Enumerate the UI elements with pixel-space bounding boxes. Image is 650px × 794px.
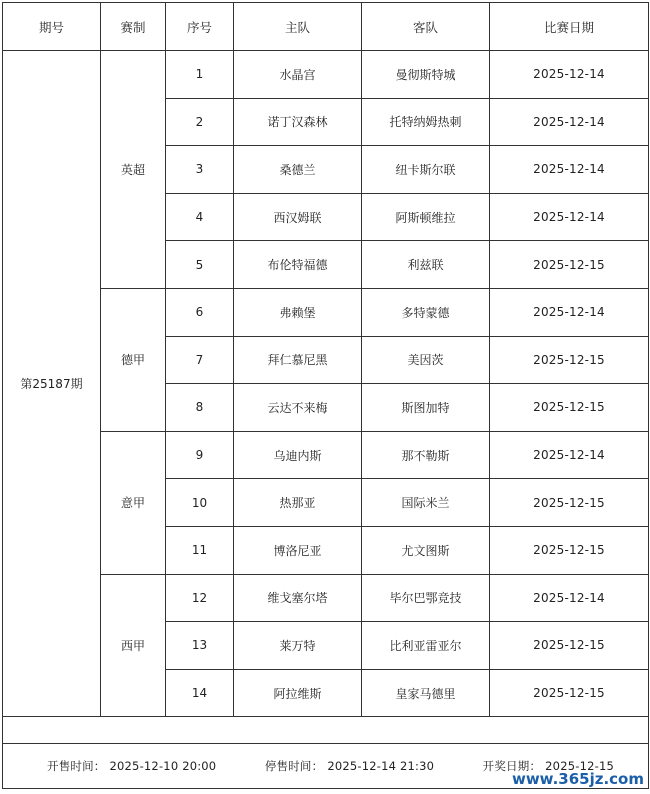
sale-start-label: 开售时间： [47,759,106,774]
draw-date-value: 2025-12-15 [545,759,614,774]
seq-cell: 7 [166,336,234,384]
away-team-cell: 利兹联 [362,241,490,289]
seq-cell: 12 [166,574,234,622]
home-team-cell: 弗赖堡 [234,288,362,336]
match-date-cell: 2025-12-14 [490,51,649,99]
seq-cell: 4 [166,193,234,241]
league-cell: 英超 [101,51,166,289]
home-team-cell: 莱万特 [234,622,362,670]
draw-date-label: 开奖日期： [482,759,542,774]
header-away: 客队 [362,3,490,51]
sale-stop [265,758,434,774]
match-date-cell: 2025-12-15 [490,336,649,384]
sale-start-value: 2025-12-10 20:00 [109,759,217,774]
match-schedule-table [2,2,649,789]
match-date-cell: 2025-12-14 [490,574,649,622]
header-row [3,3,649,51]
match-date-cell: 2025-12-14 [490,431,649,479]
match-date-cell: 2025-12-15 [490,479,649,527]
seq-cell: 1 [166,51,234,99]
sale-stop-value: 2025-12-14 21:30 [327,759,435,774]
table-row [3,51,649,99]
home-team-cell: 维戈塞尔塔 [234,574,362,622]
match-body [3,51,649,717]
seq-cell: 14 [166,669,234,717]
home-team-cell: 博洛尼亚 [234,526,362,574]
seq-cell: 8 [166,384,234,432]
seq-cell: 3 [166,146,234,194]
period-cell: 第25187期 [3,51,101,717]
header-seq: 序号 [166,3,234,51]
site-watermark: www.365jz.com [511,770,644,788]
home-team-cell: 拜仁慕尼黑 [234,336,362,384]
sale-start [47,758,216,774]
away-team-cell: 尤文图斯 [362,526,490,574]
header-date: 比赛日期 [490,3,649,51]
home-team-cell: 云达不来梅 [234,384,362,432]
home-team-cell: 热那亚 [234,479,362,527]
header-league: 赛制 [101,3,166,51]
sale-stop-label: 停售时间： [264,759,324,774]
league-cell: 德甲 [101,288,166,431]
seq-cell: 11 [166,526,234,574]
away-team-cell: 皇家马德里 [362,669,490,717]
match-date-cell: 2025-12-15 [490,669,649,717]
header-home: 主队 [234,3,362,51]
seq-cell: 5 [166,241,234,289]
home-team-cell: 阿拉维斯 [234,669,362,717]
seq-cell: 6 [166,288,234,336]
match-date-cell: 2025-12-14 [490,146,649,194]
away-team-cell: 比利亚雷亚尔 [362,622,490,670]
away-team-cell: 美因茨 [362,336,490,384]
away-team-cell: 曼彻斯特城 [362,51,490,99]
home-team-cell: 布伦特福德 [234,241,362,289]
away-team-cell: 多特蒙德 [362,288,490,336]
seq-cell: 2 [166,98,234,146]
away-team-cell: 阿斯顿维拉 [362,193,490,241]
seq-cell: 13 [166,622,234,670]
match-date-cell: 2025-12-14 [490,288,649,336]
home-team-cell: 水晶宫 [234,51,362,99]
match-date-cell: 2025-12-14 [490,193,649,241]
seq-cell: 9 [166,431,234,479]
league-cell: 意甲 [101,431,166,574]
home-team-cell: 西汉姆联 [234,193,362,241]
home-team-cell: 诺丁汉森林 [234,98,362,146]
header-period: 期号 [3,3,101,51]
match-date-cell: 2025-12-15 [490,622,649,670]
away-team-cell: 斯图加特 [362,384,490,432]
match-date-cell: 2025-12-15 [490,384,649,432]
away-team-cell: 毕尔巴鄂竞技 [362,574,490,622]
home-team-cell: 乌迪内斯 [234,431,362,479]
match-date-cell: 2025-12-15 [490,241,649,289]
seq-cell: 10 [166,479,234,527]
away-team-cell: 托特纳姆热刺 [362,98,490,146]
spacer-cell [3,717,649,744]
home-team-cell: 桑德兰 [234,146,362,194]
away-team-cell: 那不勒斯 [362,431,490,479]
spacer-row [3,717,649,744]
match-date-cell: 2025-12-14 [490,98,649,146]
match-date-cell: 2025-12-15 [490,526,649,574]
away-team-cell: 纽卡斯尔联 [362,146,490,194]
league-cell: 西甲 [101,574,166,717]
away-team-cell: 国际米兰 [362,479,490,527]
